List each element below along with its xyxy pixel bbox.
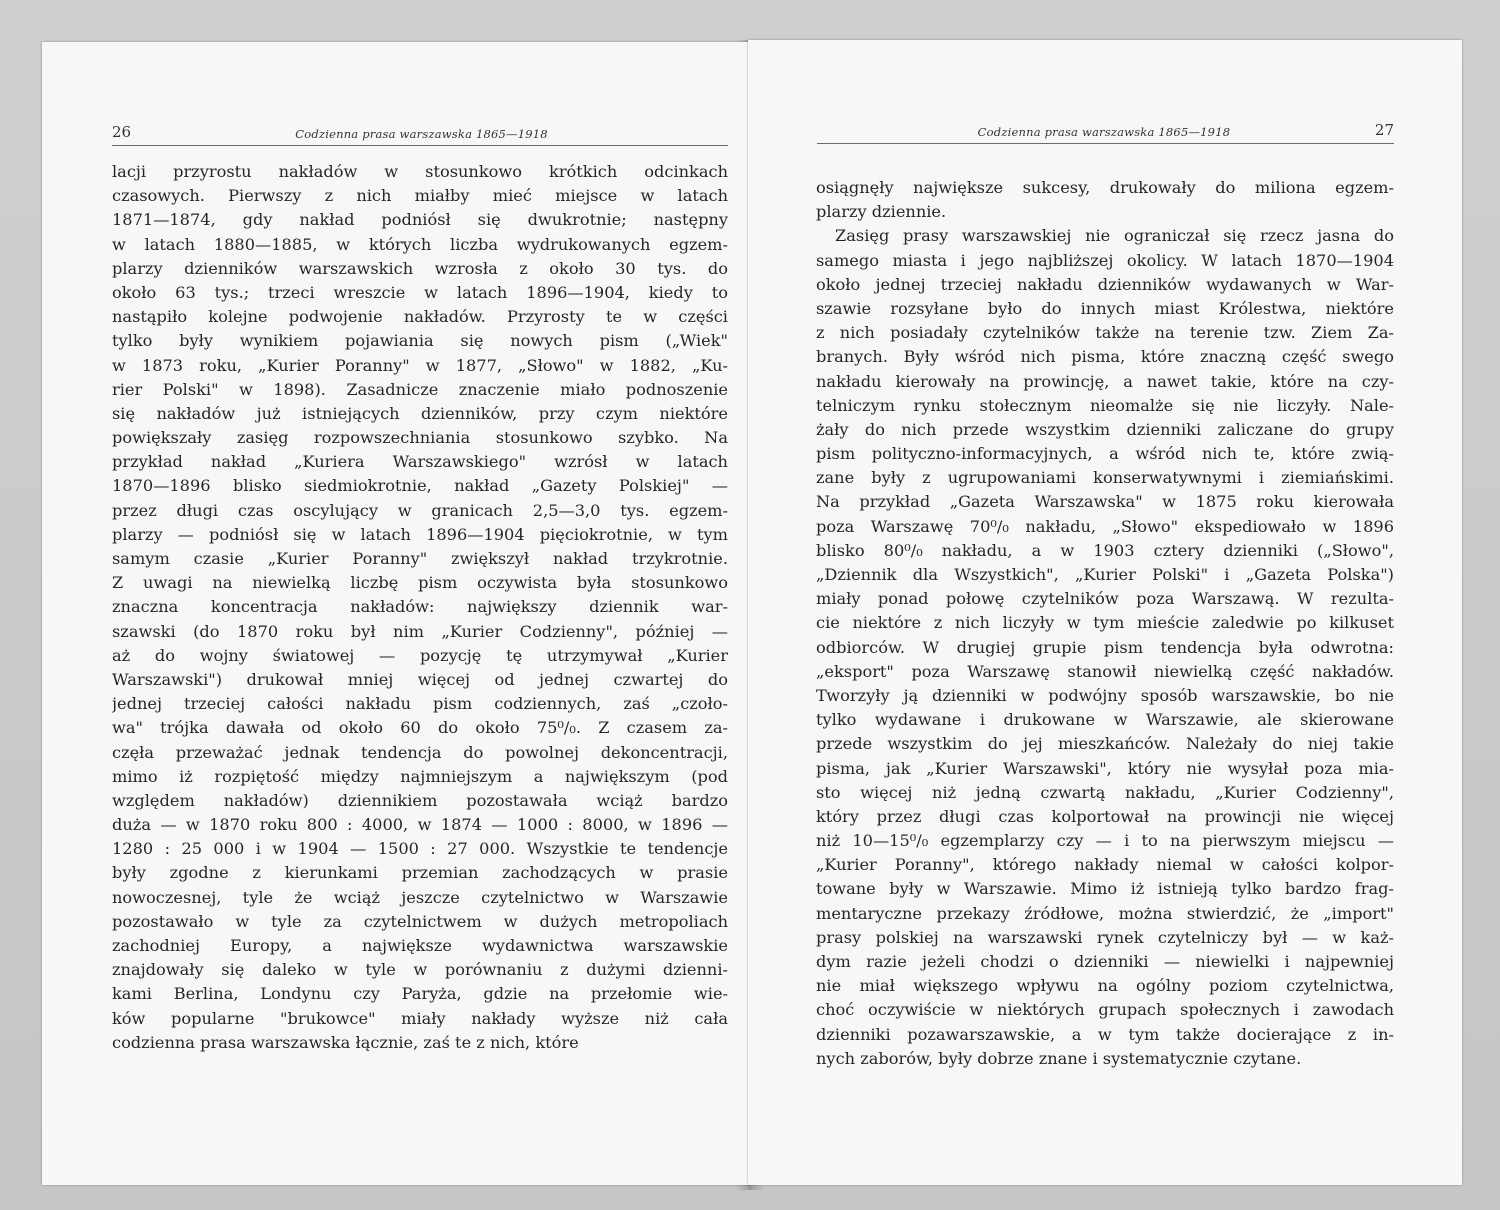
text-line: rier Polski" w 1898). Zasadnicze znaczenie miało podnoszenie — [112, 379, 728, 399]
text-line: były zgodne z kierunkami przemian zachodzących w prasie — [112, 863, 728, 883]
text-line: przykład nakład „Kuriera Warszawskiego" wzrósł w latach — [112, 452, 728, 472]
right-page — [748, 40, 1462, 1185]
text-line: nowoczesnej, tyle że wciąż jeszcze czytelnictwo w Warszawie — [112, 887, 728, 907]
text-line: około jednej trzeciej nakładu dzienników wydawanych w War- — [816, 274, 1394, 294]
left-running-head — [112, 120, 728, 146]
text-line: wa" trójka dawała od około 60 do około 75⁰/₀. Z czasem za- — [112, 718, 728, 738]
text-line: zachodniej Europy, a największe wydawnictwa warszawskie — [112, 936, 728, 955]
text-line: plarzy — podniósł się w latach 1896—1904 pięciokrotnie, w tym — [112, 524, 728, 544]
text-line: Na przykład „Gazeta Warszawska" w 1875 roku kierowała — [816, 492, 1394, 512]
text-line: Z uwagi na niewielką liczbę pism oczywista była stosunkowo — [112, 573, 728, 593]
left-page-number: 26 — [112, 123, 132, 141]
text-line: poza Warszawę 70⁰/₀ nakładu, „Słowo" ekspediowało w 1896 — [816, 516, 1394, 536]
text-line: plarzy dziennie. — [816, 202, 947, 222]
text-line: Zasięg prasy warszawskiej nie ograniczał się rzecz jasna do — [835, 226, 1394, 246]
text-line: 1870—1896 blisko siedmiokrotnie, nakład „Gazety Polskiej" — — [112, 476, 728, 496]
text-line: w 1873 roku, „Kurier Poranny" w 1877, „Słowo" w 1882, „Ku- — [112, 355, 728, 375]
text-line: czasowych. Pierwszy z nich miałby mieć miejsce w latach — [112, 186, 728, 206]
text-line: częła przeważać jednak tendencja do powolnej dekoncentracji, — [112, 742, 728, 762]
text-line: pozostawało w tyle za czytelnictwem w dużych metropoliach — [112, 911, 728, 931]
right-running-head — [817, 118, 1394, 144]
text-line: plarzy dzienników warszawskich wzrosła z około 30 tys. do — [112, 258, 728, 278]
text-line: „Dziennik dla Wszystkich", „Kurier Polski" i „Gazeta Polska") — [816, 565, 1394, 584]
text-line: odbiorców. W drugiej grupie pism tendencja była odwrotna: — [816, 637, 1394, 657]
text-line: dym razie jeżeli chodzi o dzienniki — niewielki i najpewniej — [816, 952, 1394, 971]
text-line: branych. Były wśród nich pisma, które znaczną część swego — [816, 347, 1394, 367]
text-line: „Kurier Poranny", którego nakłady niemal w całości kolpor- — [816, 855, 1394, 875]
text-line: osiągnęły największe sukcesy, drukowały do miliona egzem- — [816, 178, 1394, 197]
text-line: przez długi czas oscylujący w granicach 2,5—3,0 tys. egzem- — [112, 500, 728, 520]
left-body-text — [112, 160, 728, 1055]
text-line: który przez długi czas kolportował na prowincji nie więcej — [816, 806, 1394, 826]
text-line: samym czasie „Kurier Poranny" zwiększył nakład trzykrotnie. — [112, 549, 728, 568]
right-page-number: 27 — [1374, 121, 1394, 139]
text-line: cie niektóre z nich liczyły w tym mieście zaledwie po kilkuset — [816, 613, 1394, 633]
text-line: się nakładów już istniejących dzienników, przy czym niektóre — [112, 403, 728, 423]
left-page — [42, 42, 750, 1185]
text-line: przede wszystkim do jej mieszkańców. Należały do niej takie — [816, 734, 1394, 754]
text-line: nastąpiło kolejne podwojenie nakładów. Przyrosty te w części — [112, 307, 728, 327]
text-line: nakładu kierowały na prowincję, a nawet takie, które na czy- — [816, 371, 1394, 391]
text-line: żały do nich przede wszystkim dzienniki zaliczane do grupy — [816, 419, 1394, 439]
text-line: pisma, jak „Kurier Warszawski", który nie wysyłał poza mia- — [816, 758, 1394, 778]
text-line: tylko były wynikiem pojawiania się nowych pism („Wiek" — [112, 331, 728, 351]
text-line: prasy polskiej na warszawski rynek czytelniczy był — w każ- — [816, 927, 1394, 947]
text-line: znaczna koncentracja nakładów: największy dziennik war- — [112, 597, 728, 617]
text-line: Warszawski") drukował mniej więcej od jednej czwartej do — [112, 669, 728, 689]
text-line: „eksport" poza Warszawę stanowił niewielką część nakładów. — [816, 661, 1394, 681]
text-line: miały ponad połowę czytelników poza Warszawą. W rezulta- — [816, 589, 1394, 609]
text-line: w latach 1880—1885, w których liczba wydrukowanych egzem- — [112, 234, 728, 254]
text-line: niż 10—15⁰/₀ egzemplarzy czy — i to na pierwszym miejscu — — [816, 831, 1394, 851]
right-running-title: Codzienna prasa warszawska 1865—1918 — [977, 125, 1231, 139]
text-line: sto więcej niż jedną czwartą nakładu, „Kurier Codzienny", — [816, 782, 1394, 802]
text-line: zane były z ugrupowaniami konserwatywnymi i ziemiańskimi. — [816, 468, 1394, 488]
text-line: mentaryczne przekazy źródłowe, można stwierdzić, że „import" — [816, 903, 1394, 923]
text-line: z nich posiadały czytelników także na terenie tzw. Ziem Za- — [816, 323, 1394, 343]
text-line: nych zaborów, były dobrze znane i systematycznie czytane. — [816, 1048, 1302, 1068]
text-line: ków popularne "brukowce" miały nakłady wyższe niż cała — [112, 1008, 728, 1028]
left-running-title: Codzienna prasa warszawska 1865—1918 — [295, 127, 548, 141]
text-line: blisko 80⁰/₀ nakładu, a w 1903 cztery dzienniki („Słowo", — [816, 540, 1394, 560]
text-line: 1871—1874, gdy nakład podniósł się dwukrotnie; następny — [112, 210, 728, 230]
text-line: powiększały zasięg rozpowszechniania stosunkowo szybko. Na — [112, 428, 728, 448]
text-line: kami Berlina, Londynu czy Paryża, gdzie na przełomie wie- — [112, 984, 728, 1004]
right-body-text — [816, 176, 1394, 1071]
text-line: telniczym rynku stołecznym nieomalże się nie liczyły. Nale- — [816, 395, 1394, 415]
text-line: względem nakładów) dziennikiem pozostawała wciąż bardzo — [112, 790, 728, 810]
text-line: dzienniki pozawarszawskie, a w tym także docierające z in- — [816, 1024, 1394, 1044]
text-line: Tworzyły ją dzienniki w podwójny sposób warszawskie, bo nie — [816, 685, 1394, 705]
text-line: mimo iż rozpiętość między najmniejszym a największym (pod — [112, 766, 728, 786]
text-line: 1280 : 25 000 i w 1904 — 1500 : 27 000. Wszystkie te tendencje — [112, 839, 728, 859]
text-line: około 63 tys.; trzeci wreszcie w latach 1896—1904, kiedy to — [112, 282, 728, 302]
text-line: towane były w Warszawie. Mimo iż istnieją tylko bardzo frag- — [816, 879, 1394, 899]
text-line: codzienna prasa warszawska łącznie, zaś te z nich, które — [112, 1032, 579, 1052]
text-line: jednej trzeciej całości nakładu pism codziennych, zaś „czoło- — [112, 694, 728, 714]
text-line: szawski (do 1870 roku był nim „Kurier Codzienny", później — — [112, 621, 728, 641]
text-line: szawie rozsyłane było do innych miast Królestwa, niektóre — [816, 298, 1394, 318]
text-line: samego miasta i jego najbliższej okolicy. W latach 1870—1904 — [816, 250, 1394, 270]
text-line: pism polityczno-informacyjnych, a wśród nich te, które zwią- — [816, 444, 1394, 464]
text-line: duża — w 1870 roku 800 : 4000, w 1874 — 1000 : 8000, w 1896 — — [112, 815, 728, 835]
text-line: tylko wydawane i drukowane w Warszawie, ale skierowane — [816, 710, 1394, 730]
text-line: aż do wojny światowej — pozycję tę utrzymywał „Kurier — [112, 645, 728, 665]
text-line: nie miał większego wpływu na ogólny poziom czytelnictwa, — [816, 976, 1394, 996]
text-line: choć oczywiście w niektórych grupach społecznych i zawodach — [816, 1000, 1394, 1020]
text-line: znajdowały się daleko w tyle w porównaniu z dużymi dzienni- — [112, 960, 728, 980]
text-line: lacji przyrostu nakładów w stosunkowo krótkich odcinkach — [112, 162, 728, 181]
